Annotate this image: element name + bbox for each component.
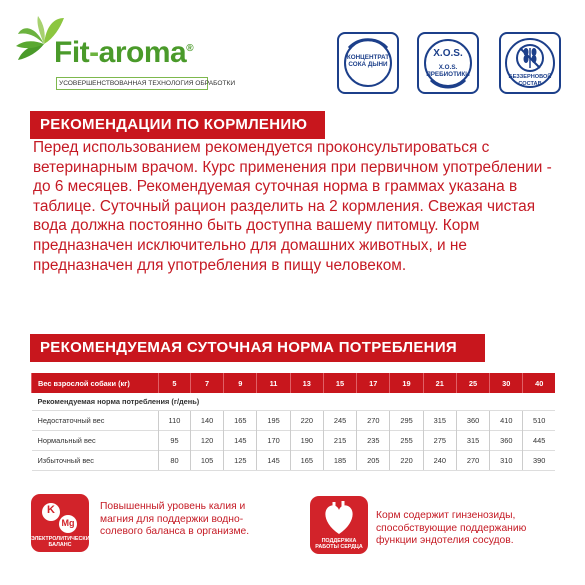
table-row (32, 450, 556, 470)
weight-cell: 21 (423, 373, 456, 393)
logo-wordmark: Fit-aroma® (54, 36, 194, 69)
table-cell: 360 (490, 430, 523, 450)
table-cell: 410 (490, 410, 523, 430)
table-cell: 220 (390, 450, 423, 470)
table-row (32, 430, 556, 450)
magnesium-symbol: Mg (61, 518, 75, 528)
badge-line: СОСТАВ (518, 80, 542, 87)
weight-cell: 7 (190, 373, 223, 393)
badge-line: ПРЕБИОТИКИ (426, 71, 470, 78)
table-cell: 140 (190, 410, 223, 430)
table-header-row (32, 373, 556, 393)
row-label: Избыточный вес (32, 450, 159, 470)
table-cell: 245 (323, 410, 356, 430)
icon-label: ПОДДЕРЖКА РАБОТЫ СЕРДЦА (315, 538, 363, 550)
badge-line: СОКА ДЫНИ (348, 61, 388, 68)
table-cell: 235 (357, 430, 390, 450)
weight-cell: 19 (390, 373, 423, 393)
table-cell: 80 (159, 450, 191, 470)
table-cell: 145 (257, 450, 290, 470)
brand-logo (14, 14, 236, 94)
table-cell: 390 (523, 450, 555, 470)
norm-header: РЕКОМЕНДУЕМАЯ СУТОЧНАЯ НОРМА ПОТРЕБЛЕНИЯ (30, 334, 485, 362)
table-cell: 510 (523, 410, 555, 430)
weight-label: Вес взрослой собаки (кг) (32, 373, 159, 393)
table-cell: 215 (323, 430, 356, 450)
weight-cell: 25 (456, 373, 489, 393)
table-cell: 185 (323, 450, 356, 470)
feeding-text: Перед использованием рекомендуется проконсультироваться с ветеринарным врачом. Курс применения при первичном употреблении - до 6 месяцев. Рекомендуемая суточная норма в граммах указана в таблице. Суточный рацион разделить на 2 кормления. Свежая чистая вода должна постоянно быть доступна вашему питомцу. Корм предназначен исключительно для домашних животных, и не предназначен для употребления в пищу человеком. (33, 139, 552, 274)
table-cell: 275 (423, 430, 456, 450)
weight-cell: 15 (323, 373, 356, 393)
table-cell: 120 (190, 430, 223, 450)
row-label: Нормальный вес (32, 430, 159, 450)
melon-juice-badge (337, 32, 399, 94)
prebiotics-badge (417, 32, 479, 94)
feeding-header: РЕКОМЕНДАЦИИ ПО КОРМЛЕНИЮ (30, 111, 325, 139)
potassium-symbol: K (47, 504, 55, 516)
table-cell: 255 (390, 430, 423, 450)
table-cell: 145 (224, 430, 257, 450)
row-label: Недостаточный вес (32, 410, 159, 430)
table-cell: 315 (423, 410, 456, 430)
table-cell: 195 (257, 410, 290, 430)
heart-support-icon (310, 496, 368, 554)
badge-line: КОНЦЕНТРАТ (346, 54, 390, 61)
table-subheader-row (32, 393, 556, 410)
feature-text: Корм содержит гинзенозиды, способствующие поддержанию функции эндотелия сосудов. (376, 510, 527, 547)
table-row (32, 410, 556, 430)
electrolyte-balance-icon (31, 494, 94, 552)
badge-title: X.O.S. (433, 48, 463, 59)
table-cell: 240 (423, 450, 456, 470)
weight-cell: 5 (159, 373, 191, 393)
table-cell: 110 (159, 410, 191, 430)
badge-line: X.O.S. (438, 64, 458, 71)
table-cell: 315 (456, 430, 489, 450)
logo-tagline: УСОВЕРШЕНСТВОВАННАЯ ТЕХНОЛОГИЯ ОБРАБОТКИ (56, 77, 208, 90)
table-cell: 95 (159, 430, 191, 450)
weight-cell: 17 (357, 373, 390, 393)
table-cell: 310 (490, 450, 523, 470)
feeding-table (31, 373, 555, 471)
feature-text: Повышенный уровень калия и магния для поддержки водно-солевого баланса в организме. (100, 501, 250, 538)
badge-line: БЕЗЗЕРНОВОЙ (508, 74, 552, 80)
table-cell: 220 (290, 410, 323, 430)
table-cell: 190 (290, 430, 323, 450)
table-cell: 205 (357, 450, 390, 470)
table-cell: 295 (390, 410, 423, 430)
table-cell: 270 (456, 450, 489, 470)
table-cell: 125 (224, 450, 257, 470)
table-cell: 170 (257, 430, 290, 450)
table-cell: 165 (290, 450, 323, 470)
table-cell: 165 (224, 410, 257, 430)
grain-free-badge (499, 32, 561, 94)
weight-cell: 9 (224, 373, 257, 393)
table-subheader: Рекомендуемая норма потребления (г/день) (32, 393, 556, 410)
weight-cell: 30 (490, 373, 523, 393)
prebiotics-icon (419, 34, 477, 92)
weight-cell: 11 (257, 373, 290, 393)
weight-cell: 13 (290, 373, 323, 393)
table-cell: 105 (190, 450, 223, 470)
table-cell: 445 (523, 430, 555, 450)
table-cell: 270 (357, 410, 390, 430)
table-cell: 360 (456, 410, 489, 430)
icon-label: ЭЛЕКТРОЛИТИЧЕСКИЙ БАЛАНС (31, 536, 94, 548)
weight-cell: 40 (523, 373, 555, 393)
